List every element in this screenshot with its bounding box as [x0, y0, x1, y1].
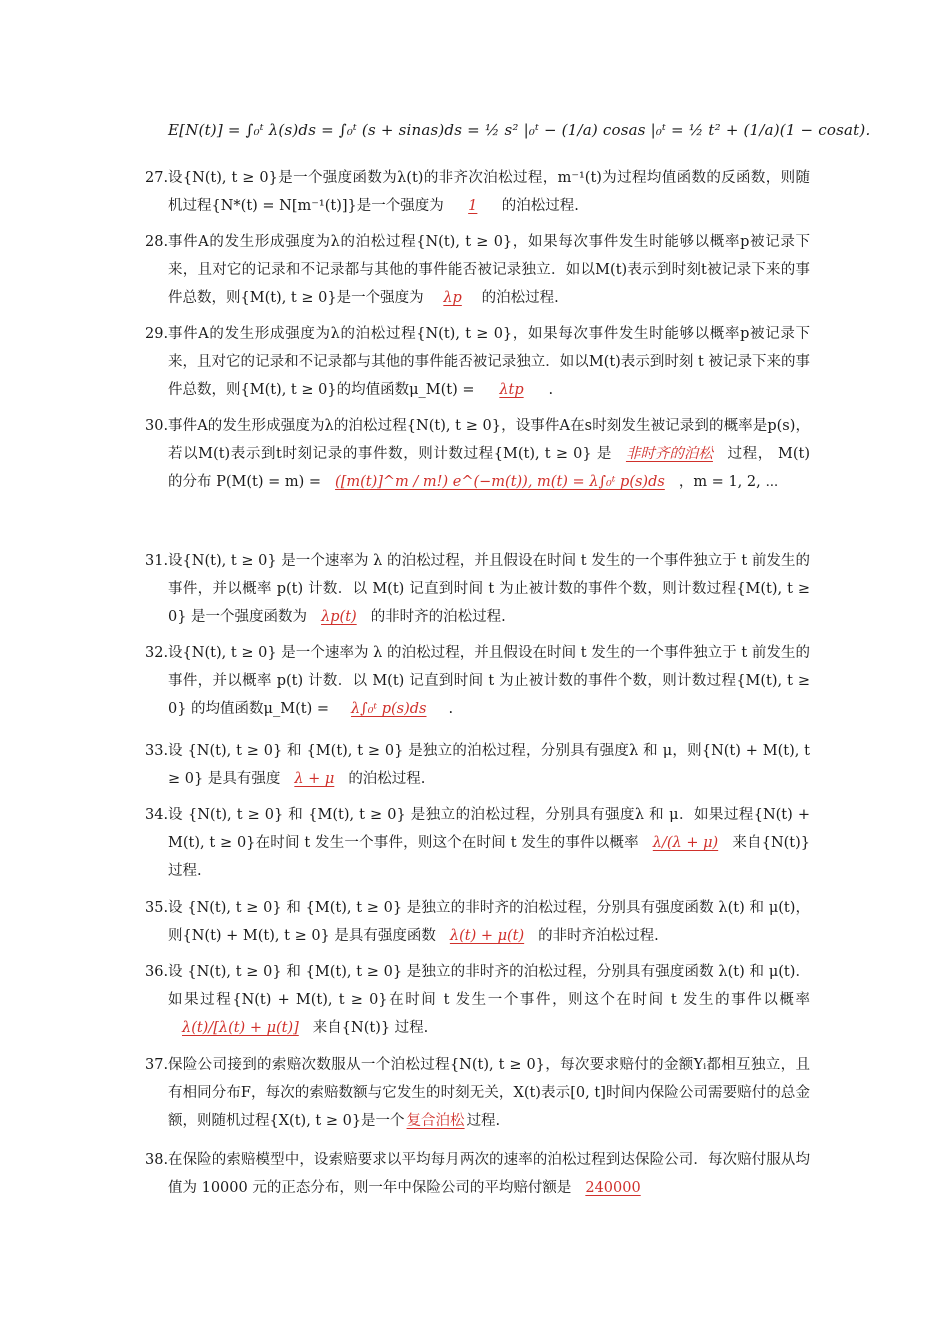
question-number: 27.	[145, 170, 169, 186]
question-number: 36.	[145, 964, 169, 980]
question-suffix: ，m = 1, 2, ⋯	[678, 474, 779, 490]
formula-line: E[N(t)] = ∫₀ᵗ λ(s)ds = ∫₀ᵗ (s + sinas)ds = ½ s² |₀ᵗ − (1/a) cosas |₀ᵗ = ½ t² + (1/a)(1 − cosat).	[168, 121, 871, 139]
question-prefix: 在保险的索赔模型中，设索赔要求以平均每月两次的速率的泊松过程到达保险公司．每次赔付服从均值为 10000 元的正态分布，则一年中保险公司的平均赔付额是	[168, 1152, 810, 1196]
question-suffix: 过程.	[466, 1113, 501, 1129]
question-number: 35.	[145, 900, 169, 916]
question-suffix: 的非时齐的泊松过程.	[370, 609, 506, 625]
answer-blank-2: ([m(t)]^m / m!) e^(−m(t)), m(t) = λ∫₀ᵗ p(s)ds	[335, 474, 665, 490]
question-32	[145, 639, 810, 723]
answer-blank: λp(t)	[321, 609, 357, 625]
question-suffix: 的非时齐泊松过程.	[538, 928, 659, 944]
question-suffix: 的泊松过程.	[501, 198, 579, 214]
question-number: 37.	[145, 1057, 169, 1073]
question-29	[145, 320, 810, 404]
question-number: 28.	[145, 234, 169, 250]
question-number: 34.	[145, 807, 169, 823]
question-prefix: 设{N(t), t ≥ 0} 是一个速率为 λ 的泊松过程，并且假设在时间 t 发生的一个事件独立于 t 前发生的事件，并以概率 p(t) 计数．以 M(t) 记直到时间 t 为止被计数的事件个数，则计数过程{M(t), t ≥ 0} 的均值函数μ_M(t) =	[168, 645, 810, 717]
answer-blank: λ + μ	[294, 771, 335, 787]
question-prefix: 设 {N(t), t ≥ 0} 和 {M(t), t ≥ 0} 是独立的泊松过程，分别具有强度λ 和 μ．如果过程{N(t) + M(t), t ≥ 0}在时间 t 发生一个事件，则这个在时间 t 发生的事件以概率	[168, 807, 810, 851]
question-number: 29.	[145, 326, 169, 342]
question-prefix: 事件A的发生形成强度为λ的泊松过程{N(t), t ≥ 0}，设事件A在s时刻发生被记录到的概率是p(s)，若以M(t)表示到t时刻记录的事件数，则计数过程{M(t), t ≥ 0} 是	[168, 418, 810, 462]
question-number: 31.	[145, 553, 169, 569]
question-text	[168, 164, 810, 220]
question-text	[168, 320, 810, 404]
question-text	[168, 639, 810, 723]
question-suffix: .	[448, 701, 454, 717]
question-prefix: 保险公司接到的索赔次数服从一个泊松过程{N(t), t ≥ 0}，每次要求赔付的金额Yᵢ都相互独立，且有相同分布F，每次的索赔数额与它发生的时刻无关，X(t)表示[0, t]时间内保险公司需要赔付的总金额，则随机过程{X(t), t ≥ 0}是一个	[168, 1057, 810, 1129]
question-31	[145, 547, 810, 631]
question-prefix: 设{N(t), t ≥ 0} 是一个速率为 λ 的泊松过程，并且假设在时间 t 发生的一个事件独立于 t 前发生的事件，并以概率 p(t) 计数．以 M(t) 记直到时间 t 为止被计数的事件个数，则计数过程{M(t), t ≥ 0} 是一个强度函数为	[168, 553, 810, 625]
question-prefix: 事件A的发生形成强度为λ的泊松过程{N(t), t ≥ 0}，如果每次事件发生时能够以概率p被记录下来，且对它的记录和不记录都与其他的事件能否被记录独立．如以M(t)表示到时刻t被记录下来的事件总数，则{M(t), t ≥ 0}是一个强度为	[168, 234, 810, 306]
question-text	[168, 894, 810, 950]
answer-blank: λp	[443, 290, 462, 306]
question-text	[168, 1051, 810, 1135]
question-prefix: 设 {N(t), t ≥ 0} 和 {M(t), t ≥ 0} 是独立的非时齐的泊松过程，分别具有强度函数 λ(t) 和 μ(t)，则{N(t) + M(t), t ≥ 0} 是具有强度函数	[168, 900, 810, 944]
answer-blank: λ/(λ + μ)	[652, 835, 719, 851]
answer-blank: λ(t) + μ(t)	[449, 928, 525, 944]
question-suffix: .	[548, 382, 554, 398]
question-text	[168, 547, 810, 631]
question-text	[168, 737, 810, 793]
question-number: 32.	[145, 645, 169, 661]
answer-blank: λ(t)/[λ(t) + μ(t)]	[182, 1020, 299, 1036]
question-text	[168, 412, 810, 496]
answer-blank: 非时齐的泊松	[625, 446, 713, 462]
question-number: 30.	[145, 418, 169, 434]
question-33	[145, 737, 810, 793]
answer-blank: λ∫₀ᵗ p(s)ds	[350, 701, 427, 717]
question-suffix: 的泊松过程.	[348, 771, 426, 787]
question-text	[168, 228, 810, 312]
question-27	[145, 164, 810, 220]
question-28	[145, 228, 810, 312]
answer-blank: 复合泊松	[406, 1113, 465, 1129]
question-number: 33.	[145, 743, 169, 759]
question-35	[145, 894, 810, 950]
question-30	[145, 412, 810, 496]
question-34	[145, 801, 810, 885]
answer-blank: 1	[468, 198, 478, 214]
question-37	[145, 1051, 810, 1135]
question-38	[145, 1146, 810, 1202]
question-text	[168, 958, 810, 1042]
answer-blank: λtp	[499, 382, 524, 398]
question-prefix: 设 {N(t), t ≥ 0} 和 {M(t), t ≥ 0} 是独立的泊松过程，分别具有强度λ 和 μ，则{N(t) + M(t), t ≥ 0} 是具有强度	[168, 743, 810, 787]
answer-blank: 240000	[585, 1180, 641, 1196]
question-suffix: 来自{N(t)} 过程.	[312, 1020, 429, 1036]
question-middle: 过程， M(t) 的分布 P(M(t) = m) =	[168, 446, 811, 490]
question-text	[168, 1146, 810, 1202]
question-number: 38.	[145, 1152, 169, 1168]
question-prefix: 设{N(t), t ≥ 0}是一个强度函数为λ(t)的非齐次泊松过程，m⁻¹(t)为过程均值函数的反函数，则随机过程{N*(t) = N[m⁻¹(t)]}是一个强度为	[168, 170, 810, 214]
question-prefix: 事件A的发生形成强度为λ的泊松过程{N(t), t ≥ 0}，如果每次事件发生时能够以概率p被记录下来，且对它的记录和不记录都与其他的事件能否被记录独立．如以M(t)表示到时刻 t 被记录下来的事件总数，则{M(t), t ≥ 0}的均值函数μ_M(t) =	[168, 326, 810, 398]
question-suffix: 来自{N(t)} 过程.	[168, 835, 810, 879]
question-36	[145, 958, 810, 1042]
question-text	[168, 801, 810, 885]
question-prefix: 设 {N(t), t ≥ 0} 和 {M(t), t ≥ 0} 是独立的非时齐的泊松过程，分别具有强度函数 λ(t) 和 μ(t)．如果过程{N(t) + M(t), t ≥ 0}在时间 t 发生一个事件，则这个在时间 t 发生的事件以概率	[168, 964, 810, 1008]
question-suffix: 的泊松过程.	[481, 290, 559, 306]
